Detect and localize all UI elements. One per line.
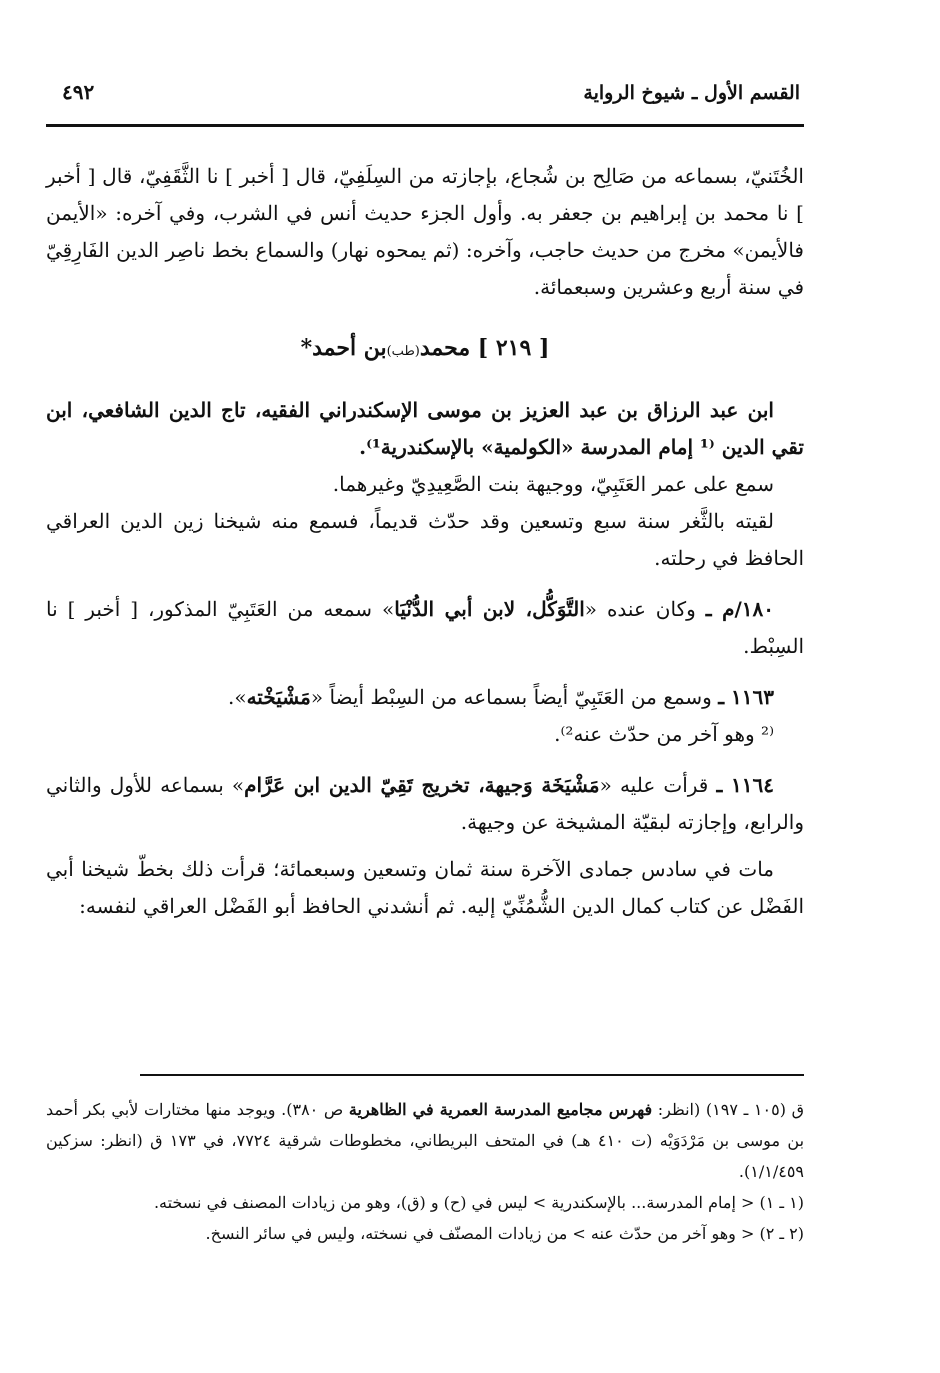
entry-1163 (46, 679, 804, 716)
entry-source-title: التَّوَكُّل، لابن أبي الدُّنْيَا (394, 597, 585, 621)
footnote-2: (٢ ـ ٢) < وهو آخر من حدّث عنه > من زيادات المصنّف في نسخته، وليس في سائر النسخ. (205, 1224, 804, 1243)
entry-text-post: » بسماعه للأول والثاني والرابع، وإجازته لبقيّة المشيخة عن وجيهة. (46, 773, 804, 834)
running-title: القسم الأول ـ شيوخ الرواية (583, 82, 800, 104)
entry-heading (46, 330, 804, 370)
heading-superscript: (طب) (386, 344, 420, 359)
continuation-paragraph: الخُتَنيّ، بسماعه من صَالِح بن شُجاع، بإجازته من السِلَفِيّ، قال [ أخبر ] نا الثَّقَفِيّ، قال [ أخبر ] نا محمد بن إبراهيم بن جعفر به. وأول الجزء حديث أنس في الشرب، وفي آخره: «الأيمن فالأيمن» مخرج من حديث حاجب، وآخره: (ثم يمحوه نهار) والسماع بخط ناصِر الدين الفَارِقِيّ في سنة أربع وعشرين وسبعمائة. (46, 164, 804, 299)
entry-number: ١١٦٤ ـ (716, 773, 775, 797)
footnote-text: ص ٣٨٠). ويوجد منها مختارات لأبي بكر أحمد بن موسى بن مَرْدَوَيْه (ت ٤١٠ هـ) في المتحف البريطاني، مخطوطات شرقية ٧٧٢٤، في ١٧٣ ق (انظر: سزكين ١/١/٤٥٩). (46, 1100, 805, 1181)
entry-source-title: مَشْيَخْته (246, 685, 311, 709)
running-header (48, 78, 800, 116)
biography-intro: ابن عبد الرزاق بن عبد العزيز بن موسى الإسكندراني الفقيه، تاج الدين الشافعي، ابن تقي الدين ⁽¹ إمام المدرسة «الكولمية» بالإسكندرية¹⁾. (46, 398, 804, 459)
footnote-rule (140, 1074, 804, 1076)
closing-paragraph: مات في سادس جمادى الآخرة سنة ثمان وتسعين وسبعمائة؛ قرأت ذلك بخطّ شيخنا أبي الفَضْل عن كتاب كمال الدين الشُّمُنِّيّ إليه. ثم أنشدني الحافظ أبو الفَضْل العراقي لنفسه: (46, 857, 804, 918)
entry-text-post: » سمعه من العَتَبِيّ المذكور، [ أخبر ] نا السِبْط. (46, 597, 804, 658)
footnote-catalog-title: فهرس مجاميع المدرسة العمرية في الظاهرية (348, 1100, 653, 1119)
entry-text-pre: وكان عنده « (584, 597, 696, 621)
page-number: ٤٩٢ (62, 80, 95, 104)
paragraph-heard: سمع على عمر العَتَبِيّ، ووجيهة بنت الصَّعِيدِيّ وغيرهما. (332, 472, 774, 496)
heading-rest: بن أحمد* (300, 335, 387, 361)
entry-number: ١١٦٣ ـ (718, 685, 774, 709)
entry-number: ١٨٠/م ـ (705, 597, 775, 621)
heading-main: [ ٢١٩ ] محمد (419, 335, 550, 361)
footnote-1: (١ ـ ١) < إمام المدرسة... بالإسكندرية > ليس في (ح) و (ق)، وهو من زيادات المصنف في نسخته. (153, 1193, 804, 1212)
paragraph-met: لقيته بالثَّغر سنة سبع وتسعين وقد حدّث قديماً، فسمع منه شيخنا زين الدين العراقي الحافظ في رحلته. (46, 509, 804, 570)
entry-text-pre: وسمع من العَتَبِيّ أيضاً بسماعه من السِبْط أيضاً « (310, 685, 712, 709)
entry-note: ⁽² وهو آخر من حدّث عنه²⁾. (554, 722, 774, 746)
entry-source-title: مَشْيَخَة وَجيهة، تخريج تَقِيّ الدين ابن عَرَّام (244, 773, 600, 797)
entry-180 (46, 591, 804, 665)
footnotes (46, 1094, 804, 1249)
entry-1164 (46, 767, 804, 841)
spacer (46, 841, 804, 851)
footnote-text: ق (١٠٥ ـ ١٩٧) (انظر: (652, 1100, 805, 1119)
entry-text-pre: قرأت عليه « (599, 773, 709, 797)
header-rule (46, 124, 804, 127)
footnote-source (46, 1094, 804, 1187)
main-text (46, 158, 804, 925)
entry-text-post: ». (227, 685, 247, 709)
